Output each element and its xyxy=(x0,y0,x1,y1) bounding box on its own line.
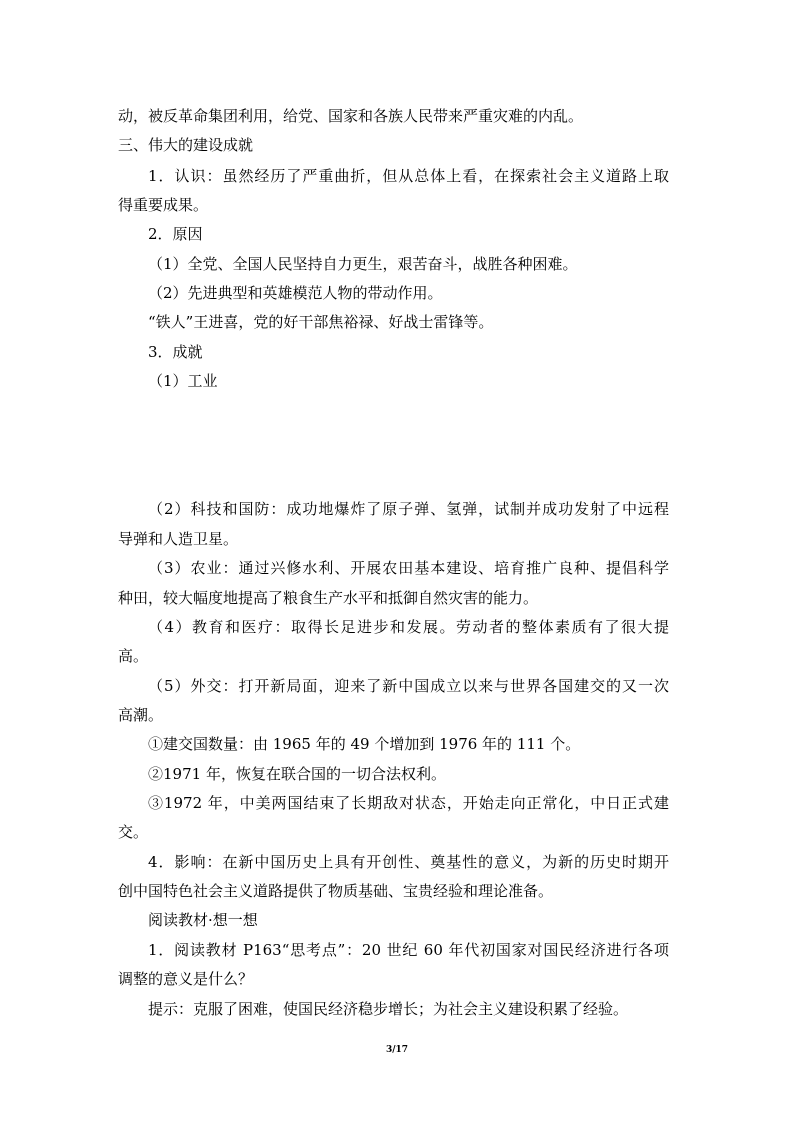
text-line: ①建交国数量：由 1965 年的 49 个增加到 1976 年的 111 个。 xyxy=(148,735,581,753)
text-line: 动，被反革命集团利用，给党、国家和各族人民带来严重灾难的内乱。 xyxy=(118,107,584,125)
text-line: 高。 xyxy=(118,647,149,665)
subheading: 阅读教材·想一想 xyxy=(148,911,258,929)
text-line: （2）科技和国防：成功地爆炸了原子弹、氢弹，试制并成功发射了中远程 xyxy=(148,500,669,518)
text-line: （1）工业 xyxy=(148,372,218,390)
text-line: 导弹和人造卫星。 xyxy=(118,530,239,548)
text-line: 提示：克服了困难，使国民经济稳步增长；为社会主义建设积累了经验。 xyxy=(148,1000,629,1018)
text-line: 种田，较大幅度地提高了粮食生产水平和抵御自然灾害的能力。 xyxy=(118,589,539,607)
text-line: 交。 xyxy=(118,823,149,841)
text-line: ③1972 年，中美两国结束了长期敌对状态，开始走向正常化，中日正式建 xyxy=(148,794,669,812)
text-line: 1．阅读教材 P163“思考点”：20 世纪 60 年代初国家对国民经济进行各项 xyxy=(148,941,669,959)
text-line: 高潮。 xyxy=(118,706,164,724)
text-line: 得重要成果。 xyxy=(118,196,209,214)
subheading: 2．原因 xyxy=(148,225,203,243)
text-line: ②1971 年，恢复在联合国的一切合法权利。 xyxy=(148,765,446,783)
text-line: 4．影响：在新中国历史上具有开创性、奠基性的意义，为新的历史时期开 xyxy=(148,853,669,871)
text-line: （2）先进典型和英雄模范人物的带动作用。 xyxy=(148,284,443,302)
text-line: （1）全党、全国人民坚持自力更生，艰苦奋斗，战胜各种困难。 xyxy=(148,255,578,273)
subheading: 3．成就 xyxy=(148,343,203,361)
text-line: （4）教育和医疗：取得长足进步和发展。劳动者的整体素质有了很大提 xyxy=(148,618,669,636)
text-line: （3）农业：通过兴修水利、开展农田基本建设、培育推广良种、提倡科学 xyxy=(148,559,669,577)
page-number: 3/17 xyxy=(385,1045,409,1055)
text-line: 1．认识：虽然经历了严重曲折，但从总体上看，在探索社会主义道路上取 xyxy=(148,167,669,185)
text-line: 创中国特色社会主义道路提供了物质基础、宝贵经验和理论准备。 xyxy=(118,882,554,900)
section-heading: 三、伟大的建设成就 xyxy=(118,136,254,154)
text-line: （5）外交：打开新局面，迎来了新中国成立以来与世界各国建交的又一次 xyxy=(148,677,669,695)
text-line: “铁人”王进喜，党的好干部焦裕禄、好战士雷锋等。 xyxy=(148,313,494,331)
text-line: 调整的意义是什么？ xyxy=(118,970,254,988)
